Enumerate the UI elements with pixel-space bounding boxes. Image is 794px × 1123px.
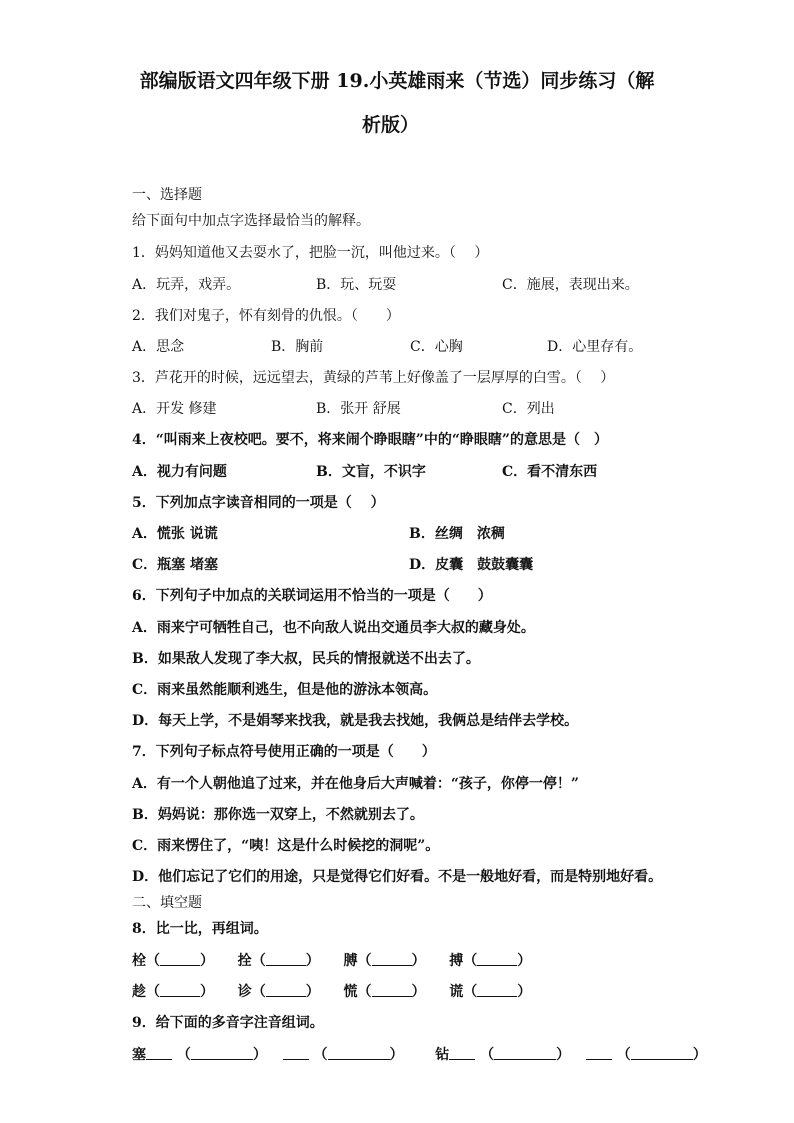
answer-blank[interactable] <box>477 984 517 997</box>
paren-close: ） <box>411 984 426 1000</box>
page-title-line-2-text: 析版） <box>362 114 420 136</box>
question-4-option-a[interactable]: A．视力有问题 <box>132 464 227 480</box>
answer-blank[interactable] <box>477 953 517 966</box>
answer-blank[interactable] <box>372 984 412 997</box>
paren-close: ） <box>305 953 320 969</box>
question-8-stem: 8．比一比，再组词。 <box>132 921 268 937</box>
question-7-option-b[interactable]: B．妈妈说：那你选一双穿上，不然就别去了。 <box>132 807 424 823</box>
question-3-stem: 3．芦花开的时候，远远望去，黄绿的芦苇上好像盖了一层厚厚的白雪。（ ） <box>132 370 615 386</box>
paren-close: ） <box>200 984 214 1000</box>
char-label: 慌（ <box>343 984 372 1000</box>
answer-blank[interactable] <box>266 984 306 997</box>
char-label: 谎（ <box>449 984 478 1000</box>
paren-open: （ <box>313 1047 328 1063</box>
paren-close: ） <box>556 1047 571 1063</box>
question-5-stem: 5．下列加点字读音相同的一项是（ ） <box>132 495 385 511</box>
question-7-option-d[interactable]: D．他们忘记了它们的用途，只是觉得它们好看。不是一般地好看，而是特别地好看。 <box>132 869 663 885</box>
paren-close: ） <box>411 953 426 969</box>
question-5-option-d[interactable]: D．皮囊 鼓鼓囊囊 <box>409 557 534 573</box>
question-3-option-a[interactable]: A．开发 修建 <box>132 401 217 417</box>
question-1-option-a[interactable]: A．玩弄，戏弄。 <box>132 277 241 293</box>
question-5-option-c[interactable]: C．瓶塞 堵塞 <box>132 557 219 573</box>
pinyin-blank[interactable] <box>283 1047 309 1060</box>
question-2-option-d[interactable]: D．心里存有。 <box>547 339 643 355</box>
section-heading-choice: 一、选择题 <box>132 187 202 203</box>
question-6-option-d[interactable]: D．每天上学，不是娟琴来找我，就是我去找她，我俩总是结伴去学校。 <box>132 713 579 729</box>
pinyin-blank[interactable] <box>449 1047 475 1060</box>
paren-open: （ <box>480 1047 495 1063</box>
word-blank[interactable] <box>631 1047 693 1060</box>
paren-open: （ <box>616 1047 631 1063</box>
question-2-option-b[interactable]: B．胸前 <box>271 339 324 355</box>
question-5-option-a[interactable]: A．慌张 说谎 <box>132 526 218 542</box>
page-title-line-1: 部编版语文四年级下册 19.小英雄雨来（节选）同步练习（解 <box>139 70 655 92</box>
answer-blank[interactable] <box>160 953 200 966</box>
question-6-option-c[interactable]: C．雨来虽然能顺利逃生，但是他的游泳本领高。 <box>132 682 438 698</box>
question-4-option-b[interactable]: B．文盲，不识字 <box>316 464 426 480</box>
paren-close: ） <box>517 984 532 1000</box>
question-1-option-b[interactable]: B．玩、玩耍 <box>316 277 397 293</box>
section-heading-fill: 二、填空题 <box>132 895 202 911</box>
answer-blank[interactable] <box>372 953 412 966</box>
char-label: 栓（ <box>132 953 160 969</box>
question-8-row-1 <box>132 953 531 968</box>
question-7-option-a[interactable]: A．有一个人朝他追了过来，并在他身后大声喊着：“孩子，你停一停！” <box>132 776 579 792</box>
char-label: 搏（ <box>449 953 478 969</box>
polyphone-char-1: 塞 <box>132 1047 146 1063</box>
paren-close: ） <box>252 1047 267 1063</box>
question-4-option-c[interactable]: C．看不清东西 <box>502 464 598 480</box>
question-5-option-b[interactable]: B．丝绸 浓稠 <box>409 526 505 542</box>
question-6-option-a[interactable]: A．雨来宁可牺牲自己，也不向敌人说出交通员李大叔的藏身处。 <box>132 620 535 636</box>
question-7-stem: 7．下列句子标点符号使用正确的一项是（ ） <box>132 744 436 760</box>
pinyin-blank[interactable] <box>146 1047 172 1060</box>
char-label: 拴（ <box>237 953 266 969</box>
paren-close: ） <box>200 953 214 969</box>
question-2-option-c[interactable]: C．心胸 <box>410 339 463 355</box>
question-9-stem: 9．给下面的多音字注音组词。 <box>132 1015 324 1031</box>
paren-close: ） <box>517 953 532 969</box>
question-2-option-a[interactable]: A．思念 <box>132 339 185 355</box>
question-6-option-b[interactable]: B．如果敌人发现了李大叔，民兵的情报就送不出去了。 <box>132 651 480 667</box>
question-3-option-c[interactable]: C．列出 <box>502 401 555 417</box>
question-3-option-b[interactable]: B．张开 舒展 <box>316 401 401 417</box>
paren-close: ） <box>692 1047 707 1063</box>
paren-close: ） <box>389 1047 404 1063</box>
question-2-stem: 2．我们对鬼子，怀有刻骨的仇恨。（ ） <box>132 308 400 324</box>
answer-blank[interactable] <box>266 953 306 966</box>
char-label: 诊（ <box>237 984 266 1000</box>
question-7-option-c[interactable]: C．雨来愣住了，“咦！这是什么时候挖的洞呢”。 <box>132 838 440 854</box>
paren-open: （ <box>176 1047 191 1063</box>
word-blank[interactable] <box>494 1047 556 1060</box>
question-8-row-2 <box>132 984 531 999</box>
answer-blank[interactable] <box>160 984 200 997</box>
section-instruction: 给下面句中加点字选择最恰当的解释。 <box>132 213 370 229</box>
word-blank[interactable] <box>191 1047 253 1060</box>
question-9-row <box>132 1047 707 1062</box>
word-blank[interactable] <box>328 1047 390 1060</box>
question-4-stem: 4．“叫雨来上夜校吧。要不，将来闹个睁眼瞎”中的“睁眼瞎”的意思是（ ） <box>132 432 608 448</box>
question-6-stem: 6．下列句子中加点的关联词运用不恰当的一项是（ ） <box>132 588 492 604</box>
paren-close: ） <box>305 984 320 1000</box>
char-label: 膊（ <box>343 953 372 969</box>
pinyin-blank[interactable] <box>586 1047 612 1060</box>
polyphone-char-2: 钻 <box>435 1047 450 1063</box>
question-1-option-c[interactable]: C．施展，表现出来。 <box>502 277 639 293</box>
question-1-stem: 1．妈妈知道他又去耍水了，把脸一沉，叫他过来。（ ） <box>132 245 489 261</box>
char-label: 趁（ <box>132 984 160 1000</box>
